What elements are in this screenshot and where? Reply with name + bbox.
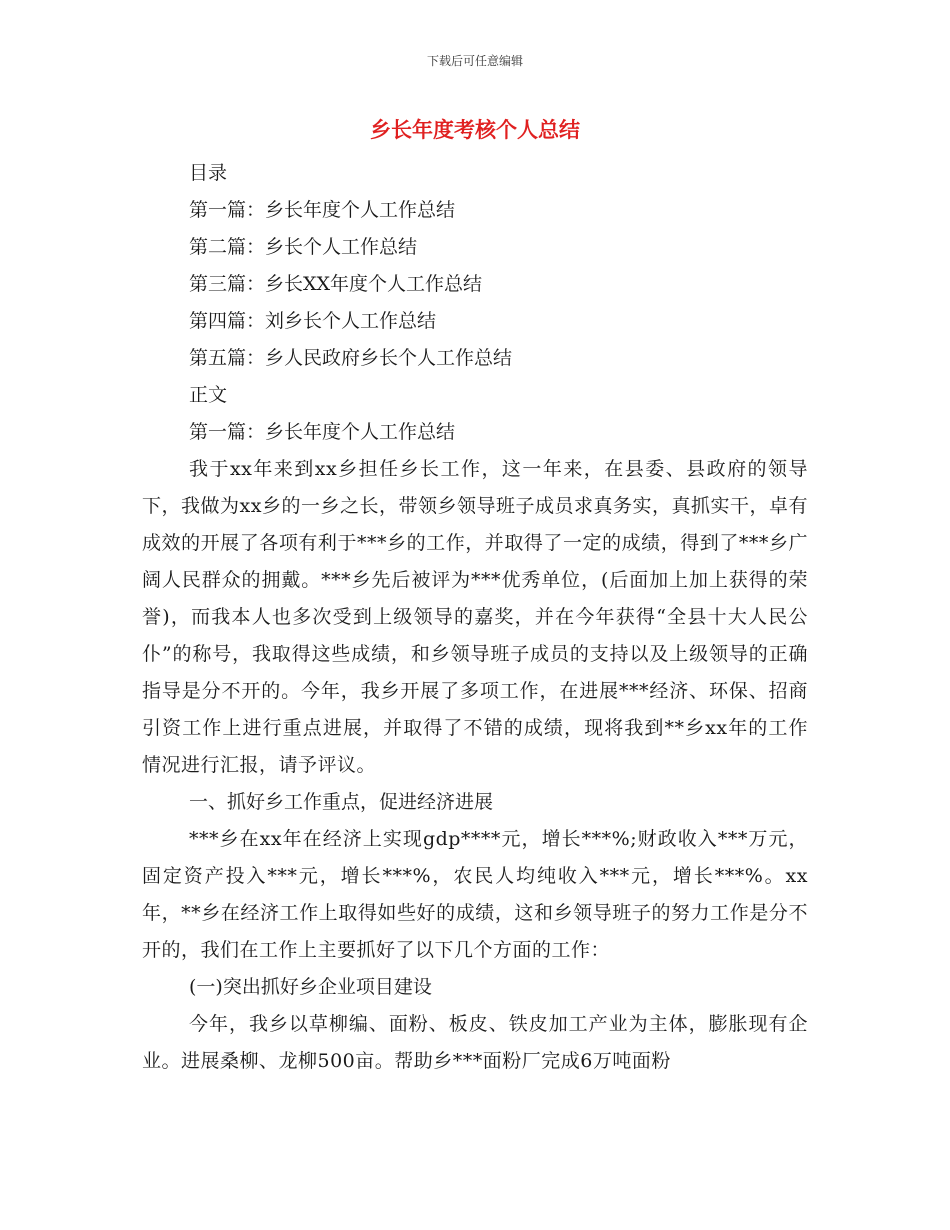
document-title: 乡长年度考核个人总结 (370, 118, 580, 142)
toc-item-1: 第一篇：乡长年度个人工作总结 (189, 199, 456, 221)
toc-item-2: 第二篇：乡长个人工作总结 (189, 236, 418, 258)
page-header-note: 下载后可任意编辑 (426, 54, 523, 68)
body-heading: 正文 (189, 384, 228, 406)
toc-item-3: 第三篇：乡长XX年度个人工作总结 (189, 273, 483, 295)
paragraph-enterprise: 今年，我乡以草柳编、面粉、板皮、铁皮加工产业为主体，膨胀现有企业。进展桑柳、龙柳500亩。帮助乡***面粉厂完成6万吨面粉 (142, 1013, 808, 1072)
paragraph-economy: ***乡在xx年在经济上实现gdp****元，增长***%;财政收入***万元，固定资产投入***元，增长***%，农民人均纯收入***元，增长***%。xx年，**乡在经济工作上取得如些好的成绩，这和乡领导班子的努力工作是分不开的，我们在工作上主要抓好了以下几个方面的工作： (142, 828, 808, 961)
chapter-heading: 第一篇：乡长年度个人工作总结 (189, 421, 456, 443)
toc-item-5: 第五篇：乡人民政府乡长个人工作总结 (189, 347, 513, 369)
paragraph-intro: 我于xx年来到xx乡担任乡长工作，这一年来，在县委、县政府的领导下，我做为xx乡的一乡之长，带领乡领导班子成员求真务实，真抓实干，卓有成效的开展了各项有利于***乡的工作，并取得了一定的成绩，得到了***乡广阔人民群众的拥戴。***乡先后被评为***优秀单位，(后面加上加上获得的荣誉)，而我本人也多次受到上级领导的嘉奖，并在今年获得“全县十大人民公仆”的称号，我取得这些成绩，和乡领导班子成员的支持以及上级领导的正确指导是分不开的。今年，我乡开展了多项工作，在进展***经济、环保、招商引资工作上进行重点进展，并取得了不错的成绩，现将我到**乡xx年的工作情况进行汇报，请予评议。 (142, 458, 808, 776)
document-body (142, 155, 808, 1080)
subsection-heading-1: (一)突出抓好乡企业项目建设 (189, 976, 432, 998)
section-heading-1: 一、抓好乡工作重点，促进经济进展 (189, 791, 494, 813)
toc-heading: 目录 (189, 162, 228, 184)
toc-item-4: 第四篇：刘乡长个人工作总结 (189, 310, 437, 332)
